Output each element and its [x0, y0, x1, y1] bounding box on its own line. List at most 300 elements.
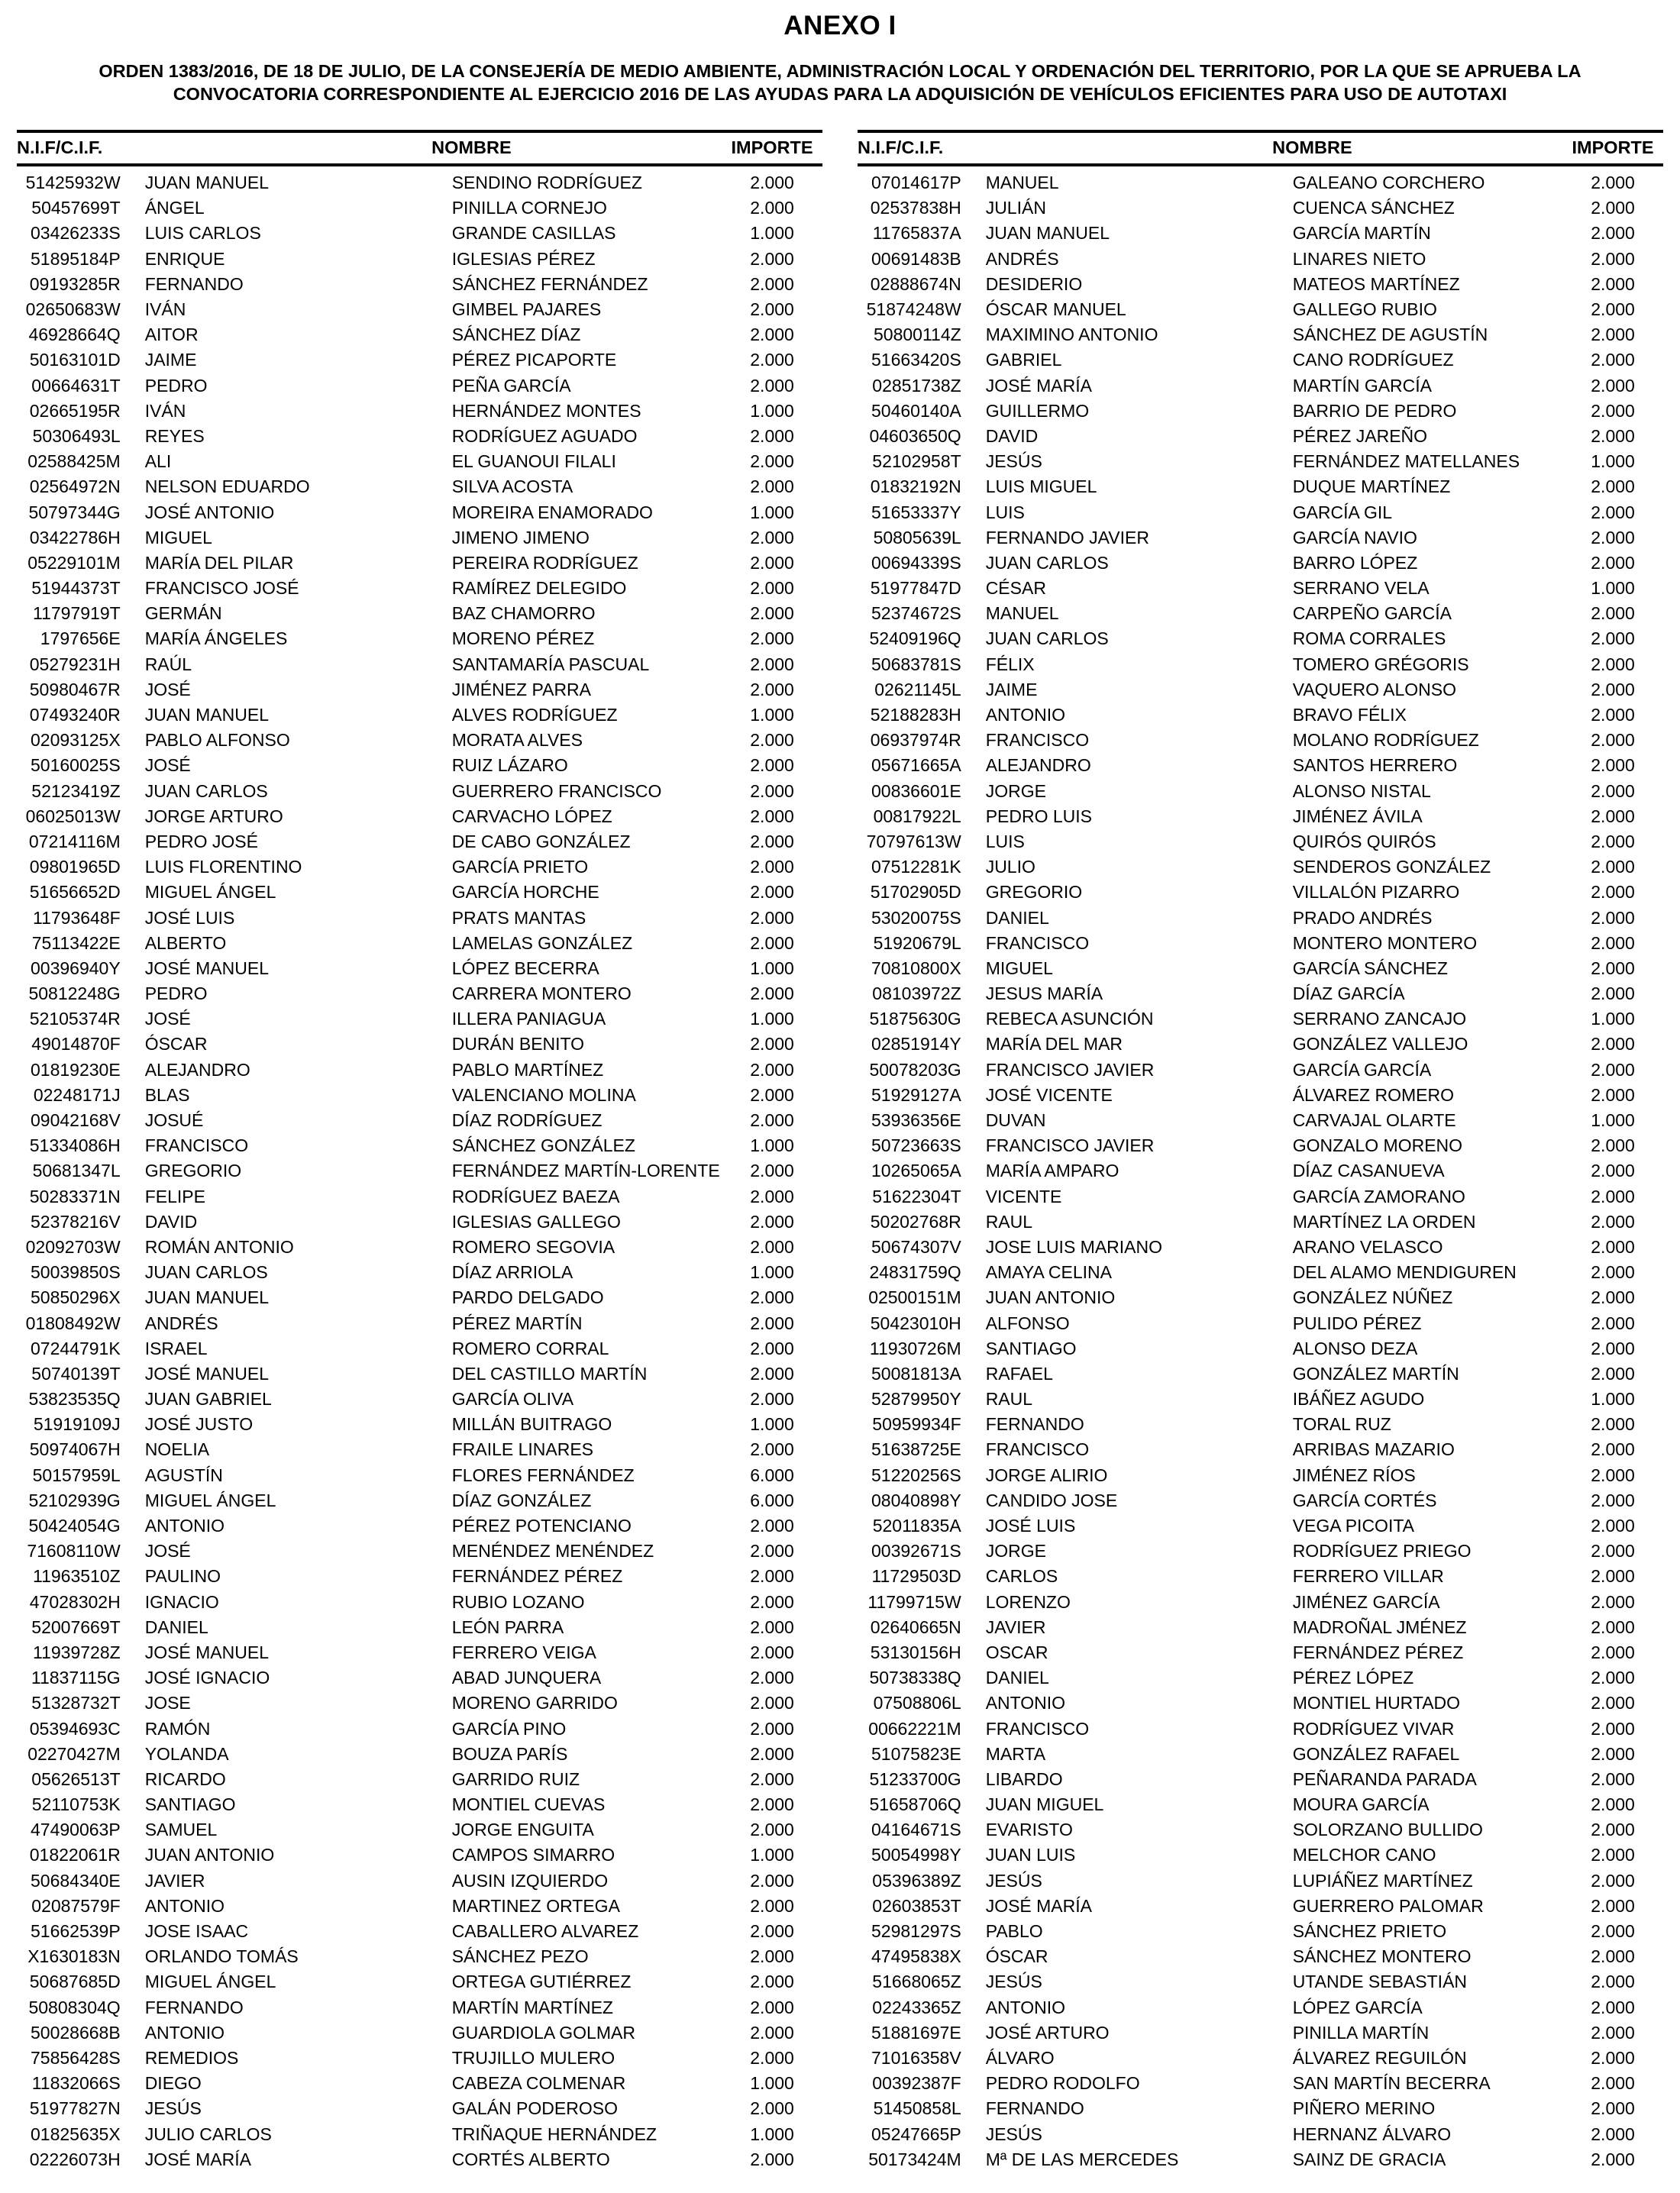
table-row: [858, 981, 1663, 1006]
table-row: [17, 1716, 822, 1741]
surname-cell: GALÁN PODEROSO: [451, 2098, 618, 2119]
given-name-cell: RAFAEL: [985, 1363, 1053, 1384]
table-row: [17, 1767, 822, 1792]
surname-cell: JIMÉNEZ ÁVILA: [1292, 806, 1423, 826]
given-name-cell: BLAS: [144, 1084, 190, 1105]
importe-cell: 2.000: [1591, 1616, 1635, 1637]
surname-cell: MORATA ALVES: [451, 730, 583, 751]
given-name-cell: IVÁN: [144, 299, 186, 320]
nif-cell: 50081813A: [871, 1363, 961, 1384]
given-name-cell: ANTONIO: [144, 1516, 225, 1536]
nif-cell: 50173424M: [868, 2149, 961, 2169]
table-row: [858, 905, 1663, 930]
given-name-cell: NELSON EDUARDO: [144, 476, 310, 497]
given-name-cell: JUAN ANTONIO: [144, 1845, 275, 1865]
importe-cell: 2.000: [750, 1566, 794, 1587]
table-row: [858, 1133, 1663, 1158]
surname-cell: MONTIEL HURTADO: [1292, 1693, 1461, 1713]
nif-cell: 05626513T: [31, 1768, 121, 1789]
importe-cell: 6.000: [750, 1490, 794, 1510]
given-name-cell: RAMÓN: [144, 1718, 211, 1739]
importe-cell: 2.000: [1591, 730, 1635, 751]
surname-cell: RODRÍGUEZ AGUADO: [451, 425, 638, 446]
given-name-cell: ISRAEL: [144, 1338, 208, 1358]
given-name-cell: ANTONIO: [144, 2022, 225, 2043]
nif-cell: 51622304T: [872, 1186, 961, 1206]
importe-cell: 2.000: [1591, 907, 1635, 928]
nif-cell: 08103972Z: [872, 983, 961, 1004]
given-name-cell: JOSÉ: [144, 1009, 191, 1029]
nif-cell: 52110753K: [31, 1794, 121, 1815]
table-row: [858, 1412, 1663, 1437]
nif-cell: 02888674N: [870, 273, 961, 294]
given-name-cell: GUILLERMO: [985, 400, 1090, 421]
surname-cell: GARCÍA GARCÍA: [1292, 1059, 1432, 1080]
table-row: [17, 1235, 822, 1260]
importe-cell: 2.000: [750, 1338, 794, 1358]
importe-cell: 2.000: [750, 679, 794, 699]
nif-cell: 51919109J: [33, 1414, 121, 1435]
importe-cell: 2.000: [1591, 603, 1635, 624]
surname-cell: GIMBEL PAJARES: [451, 299, 602, 320]
nif-cell: 75856428S: [31, 2047, 121, 2068]
nif-cell: 53130156H: [870, 1642, 961, 1662]
table-row: [17, 1133, 822, 1158]
surname-cell: JIMENO JIMENO: [451, 527, 590, 547]
surname-cell: BARRIO DE PEDRO: [1292, 400, 1457, 421]
importe-cell: 2.000: [1591, 1186, 1635, 1206]
given-name-cell: JOSE: [144, 1693, 191, 1713]
nif-cell: 07214116M: [28, 831, 121, 851]
surname-cell: RODRÍGUEZ VIVAR: [1292, 1718, 1455, 1739]
surname-cell: GONZÁLEZ NÚÑEZ: [1292, 1287, 1453, 1308]
importe-cell: 2.000: [1591, 299, 1635, 320]
importe-cell: 2.000: [1591, 1516, 1635, 1536]
table-row: [17, 576, 822, 601]
nif-cell: 51663420S: [871, 350, 961, 370]
importe-cell: 2.000: [750, 1110, 794, 1131]
surname-cell: PEREIRA RODRÍGUEZ: [451, 552, 638, 573]
nif-cell: 08040898Y: [871, 1490, 961, 1510]
table-row: [17, 399, 822, 424]
surname-cell: MONTIEL CUEVAS: [451, 1794, 606, 1815]
given-name-cell: JUAN MANUEL: [985, 223, 1110, 244]
given-name-cell: PAULINO: [144, 1566, 221, 1587]
table-row: [858, 2020, 1663, 2046]
given-name-cell: IVÁN: [144, 400, 186, 421]
surname-cell: SAN MARTÍN BECERRA: [1292, 2073, 1491, 2094]
surname-cell: CUENCA SÁNCHEZ: [1292, 198, 1455, 218]
given-name-cell: JOSÉ ANTONIO: [144, 502, 275, 522]
nif-cell: 50160025S: [31, 755, 121, 776]
given-name-cell: REBECA ASUNCIÓN: [985, 1009, 1154, 1029]
table-row: [858, 1792, 1663, 1817]
nif-cell: 09801965D: [29, 857, 121, 877]
nif-cell: 05671665A: [871, 755, 961, 776]
table-row: [858, 195, 1663, 221]
table-row: [17, 804, 822, 829]
surname-cell: LÓPEZ GARCÍA: [1292, 1997, 1423, 2017]
table-row: [17, 956, 822, 981]
table-row: [17, 1006, 822, 1032]
given-name-cell: ANTONIO: [985, 1693, 1066, 1713]
importe-cell: 2.000: [750, 425, 794, 446]
table-row: [17, 373, 822, 399]
surname-cell: CARVACHO LÓPEZ: [451, 806, 612, 826]
nif-cell: 11832066S: [31, 2073, 121, 2094]
nif-cell: 51656652D: [29, 882, 121, 903]
table-row: [858, 779, 1663, 804]
given-name-cell: EVARISTO: [985, 1820, 1073, 1840]
given-name-cell: IGNACIO: [144, 1591, 219, 1612]
importe-cell: 2.000: [750, 2149, 794, 2169]
table-row: [17, 1310, 822, 1336]
nif-cell: 01822061R: [29, 1845, 121, 1865]
surname-cell: GARCÍA PINO: [451, 1718, 567, 1739]
nif-cell: 51658706Q: [869, 1794, 961, 1815]
importe-cell: 1.000: [750, 223, 794, 244]
given-name-cell: PABLO: [985, 1921, 1043, 1942]
table-row: [17, 1488, 822, 1513]
importe-cell: 2.000: [1591, 806, 1635, 826]
given-name-cell: SAMUEL: [144, 1820, 218, 1840]
table-row: [858, 804, 1663, 829]
importe-cell: 2.000: [750, 1743, 794, 1764]
header-importe: IMPORTE: [731, 137, 813, 157]
table-row: [17, 297, 822, 322]
surname-cell: ALVES RODRÍGUEZ: [451, 705, 618, 725]
table-row: [17, 1336, 822, 1361]
importe-cell: 2.000: [750, 1946, 794, 1967]
table-row: [17, 1995, 822, 2020]
given-name-cell: MAXIMINO ANTONIO: [985, 325, 1158, 345]
table-row: [858, 1463, 1663, 1488]
importe-cell: 2.000: [1591, 1059, 1635, 1080]
nif-cell: 52011835A: [872, 1516, 961, 1536]
importe-cell: 2.000: [1591, 1338, 1635, 1358]
table-row: [858, 1513, 1663, 1539]
given-name-cell: RICARDO: [144, 1768, 226, 1789]
surname-cell: MILLÁN BUITRAGO: [451, 1414, 612, 1435]
tables-container: [17, 130, 1663, 2172]
given-name-cell: FRANCISCO JAVIER: [985, 1059, 1155, 1080]
table-row: [858, 1285, 1663, 1310]
importe-cell: 2.000: [750, 578, 794, 599]
surname-cell: PÉREZ JAREÑO: [1292, 425, 1428, 446]
importe-cell: 1.000: [1591, 578, 1635, 599]
nif-cell: 03426233S: [31, 223, 121, 244]
given-name-cell: FELIPE: [144, 1186, 205, 1206]
table-row: [858, 829, 1663, 854]
surname-cell: PRADO ANDRÉS: [1292, 907, 1433, 928]
surname-cell: CARVAJAL OLARTE: [1292, 1110, 1456, 1131]
surname-cell: PÉREZ MARTÍN: [451, 1313, 583, 1333]
surname-cell: ABAD JUNQUERA: [451, 1668, 602, 1688]
importe-cell: 2.000: [750, 1186, 794, 1206]
surname-cell: GARCÍA NAVIO: [1292, 527, 1417, 547]
surname-cell: BARRO LÓPEZ: [1292, 552, 1418, 573]
importe-cell: 2.000: [750, 1591, 794, 1612]
importe-cell: 2.000: [750, 2022, 794, 2043]
importe-cell: 2.000: [750, 1236, 794, 1257]
table-row: [17, 1742, 822, 1767]
importe-cell: 1.000: [750, 1845, 794, 1865]
importe-cell: 2.000: [750, 1161, 794, 1181]
nif-cell: 07244791K: [31, 1338, 121, 1358]
given-name-cell: JULIO: [985, 857, 1035, 877]
nif-cell: 00392387F: [872, 2073, 961, 2094]
table-row: [17, 753, 822, 778]
importe-cell: 2.000: [1591, 780, 1635, 801]
importe-cell: 2.000: [750, 983, 794, 1004]
table-row: [17, 195, 822, 221]
importe-cell: 2.000: [750, 1820, 794, 1840]
surname-cell: GARCÍA OLIVA: [451, 1389, 574, 1410]
table-row: [17, 1058, 822, 1083]
given-name-cell: JOSUÉ: [144, 1110, 204, 1131]
importe-cell: 2.000: [1591, 400, 1635, 421]
surname-cell: PULIDO PÉREZ: [1292, 1313, 1422, 1333]
table-row: [17, 2046, 822, 2071]
importe-cell: 2.000: [750, 273, 794, 294]
table-row: [17, 1361, 822, 1387]
given-name-cell: JUAN CARLOS: [144, 780, 268, 801]
importe-cell: 1.000: [750, 400, 794, 421]
surname-cell: FLORES FERNÁNDEZ: [451, 1465, 635, 1485]
table-row: [17, 1640, 822, 1665]
importe-cell: 2.000: [1591, 2047, 1635, 2068]
importe-cell: 2.000: [750, 1895, 794, 1916]
table-row: [858, 1235, 1663, 1260]
nif-cell: 52105374R: [29, 1009, 121, 1029]
nif-cell: 11797919T: [33, 603, 121, 624]
given-name-cell: JAIME: [985, 679, 1038, 699]
table-row: [17, 652, 822, 677]
nif-cell: 51929127A: [871, 1084, 961, 1105]
surname-cell: GARCÍA CORTÉS: [1292, 1490, 1437, 1510]
surname-cell: FERNÁNDEZ MARTÍN-LORENTE: [451, 1161, 720, 1181]
surname-cell: MOURA GARCÍA: [1292, 1794, 1430, 1815]
nif-cell: 51895184P: [31, 248, 121, 269]
given-name-cell: FÉLIX: [985, 654, 1035, 674]
table-row: [858, 1488, 1663, 1513]
table-row: [858, 272, 1663, 297]
nif-cell: 50738338Q: [869, 1668, 961, 1688]
table-row: [17, 525, 822, 551]
importe-cell: 2.000: [1591, 1820, 1635, 1840]
importe-cell: 2.000: [1591, 273, 1635, 294]
given-name-cell: MARTA: [985, 1743, 1046, 1764]
surname-cell: ROMERO CORRAL: [451, 1338, 609, 1358]
table-row: [17, 1691, 822, 1716]
given-name-cell: JORGE ALIRIO: [985, 1465, 1108, 1485]
importe-cell: 1.000: [1591, 1389, 1635, 1410]
given-name-cell: LUIS CARLOS: [144, 223, 261, 244]
nif-cell: 11963510Z: [33, 1566, 121, 1587]
table-row: [858, 931, 1663, 956]
table-row: [858, 1868, 1663, 1894]
importe-cell: 2.000: [750, 375, 794, 396]
table-row: [17, 1285, 822, 1310]
given-name-cell: DUVAN: [985, 1110, 1046, 1131]
given-name-cell: ENRIQUE: [144, 248, 225, 269]
surname-cell: QUIRÓS QUIRÓS: [1292, 831, 1436, 851]
importe-cell: 2.000: [750, 1693, 794, 1713]
surname-cell: MARTÍNEZ LA ORDEN: [1292, 1211, 1476, 1232]
surname-cell: LÓPEZ BECERRA: [451, 958, 599, 978]
given-name-cell: REMEDIOS: [144, 2047, 239, 2068]
surname-cell: PARDO DELGADO: [451, 1287, 604, 1308]
importe-cell: 2.000: [1591, 476, 1635, 497]
importe-cell: 2.000: [750, 1034, 794, 1055]
table-row: [858, 551, 1663, 576]
nif-cell: 50163101D: [29, 350, 121, 370]
given-name-cell: ANTONIO: [144, 1895, 225, 1916]
given-name-cell: FERNANDO: [985, 2098, 1084, 2119]
surname-cell: DÍAZ CASANUEVA: [1292, 1161, 1445, 1181]
given-name-cell: JOSÉ ARTURO: [985, 2022, 1110, 2043]
surname-cell: DE CABO GONZÁLEZ: [451, 831, 631, 851]
nif-cell: 02851738Z: [872, 375, 961, 396]
nif-cell: 02621145L: [874, 679, 961, 699]
surname-cell: ÁLVAREZ REGUILÓN: [1292, 2047, 1467, 2068]
surname-cell: PINILLA CORNEJO: [451, 198, 607, 218]
given-name-cell: JORGE ARTURO: [144, 806, 283, 826]
given-name-cell: JOSÉ MARÍA: [985, 375, 1092, 396]
nif-cell: 50157959L: [32, 1465, 121, 1485]
table-row: [17, 626, 822, 651]
nif-cell: 05279231H: [29, 654, 121, 674]
surname-cell: GUERRERO PALOMAR: [1292, 1895, 1484, 1916]
surname-cell: GARCÍA HORCHE: [451, 882, 599, 903]
importe-cell: 2.000: [1591, 1946, 1635, 1967]
nif-cell: 51920679L: [873, 932, 961, 953]
surname-cell: LEÓN PARRA: [451, 1616, 564, 1637]
table-header: [17, 130, 822, 166]
nif-cell: 50980467R: [29, 679, 121, 699]
table-row: [17, 779, 822, 804]
table-row: [858, 449, 1663, 474]
importe-cell: 2.000: [1591, 552, 1635, 573]
surname-cell: MONTERO MONTERO: [1292, 932, 1478, 953]
given-name-cell: ALBERTO: [144, 932, 227, 953]
surname-cell: JIMÉNEZ PARRA: [451, 679, 592, 699]
table-row: [17, 322, 822, 347]
given-name-cell: JUAN MANUEL: [144, 1287, 269, 1308]
given-name-cell: JESÚS: [985, 2124, 1042, 2144]
importe-cell: 2.000: [750, 1059, 794, 1080]
table-row: [858, 1665, 1663, 1691]
surname-cell: DUQUE MARTÍNEZ: [1292, 476, 1451, 497]
nif-cell: 70797613W: [866, 831, 961, 851]
surname-cell: SÁNCHEZ FERNÁNDEZ: [451, 273, 648, 294]
given-name-cell: DANIEL: [144, 1616, 208, 1637]
importe-cell: 2.000: [1591, 882, 1635, 903]
nif-cell: 53823535Q: [28, 1389, 121, 1410]
nif-cell: 03422786H: [29, 527, 121, 547]
given-name-cell: CANDIDO JOSE: [985, 1490, 1118, 1510]
table-row: [17, 449, 822, 474]
surname-cell: FERRERO VEIGA: [451, 1642, 596, 1662]
nif-cell: 51638725E: [871, 1439, 961, 1460]
table-row: [858, 322, 1663, 347]
nif-cell: 52102958T: [872, 451, 961, 472]
nif-cell: 00392671S: [871, 1541, 961, 1562]
surname-cell: MELCHOR CANO: [1292, 1845, 1436, 1865]
header-importe: IMPORTE: [1572, 137, 1654, 157]
table-row: [858, 1894, 1663, 1919]
surname-cell: MORENO GARRIDO: [451, 1693, 618, 1713]
importe-cell: 2.000: [1591, 705, 1635, 725]
importe-cell: 2.000: [1591, 2073, 1635, 2094]
importe-cell: 2.000: [1591, 1845, 1635, 1865]
importe-cell: 2.000: [1591, 1313, 1635, 1333]
nif-cell: X1630183N: [27, 1946, 121, 1967]
importe-cell: 2.000: [750, 1794, 794, 1815]
given-name-cell: ÓSCAR: [144, 1034, 208, 1055]
nif-cell: 05247665P: [871, 2124, 961, 2144]
header-nif: N.I.F/C.I.F.: [858, 137, 944, 157]
importe-cell: 2.000: [750, 198, 794, 218]
importe-cell: 2.000: [1591, 1768, 1635, 1789]
given-name-cell: JESÚS: [985, 1870, 1042, 1891]
surname-cell: FERRERO VILLAR: [1292, 1566, 1444, 1587]
nif-cell: 52007669T: [31, 1616, 121, 1637]
table-row: [17, 1463, 822, 1488]
importe-cell: 2.000: [750, 1313, 794, 1333]
nif-cell: 53020075S: [871, 907, 961, 928]
importe-cell: 2.000: [1591, 2098, 1635, 2119]
table-row: [858, 1590, 1663, 1615]
table-row: [17, 1868, 822, 1894]
table-row: [858, 373, 1663, 399]
surname-cell: ARANO VELASCO: [1292, 1236, 1443, 1257]
given-name-cell: FRANCISCO JAVIER: [985, 1135, 1155, 1156]
given-name-cell: MARÍA DEL MAR: [985, 1034, 1123, 1055]
given-name-cell: MIGUEL: [985, 958, 1053, 978]
table-row: [17, 1615, 822, 1640]
beneficiaries-table-left: [17, 130, 822, 2172]
table-row: [858, 677, 1663, 702]
nif-cell: 50683781S: [871, 654, 961, 674]
importe-cell: 2.000: [1591, 1211, 1635, 1232]
nif-cell: 47490063P: [31, 1820, 121, 1840]
table-body: [858, 166, 1663, 2172]
nif-cell: 06937974R: [870, 730, 961, 751]
importe-cell: 2.000: [1591, 1161, 1635, 1181]
nif-cell: 52102939G: [28, 1490, 121, 1510]
nif-cell: 50723663S: [871, 1135, 961, 1156]
table-row: [858, 880, 1663, 905]
table-row: [858, 1210, 1663, 1235]
table-row: [17, 1513, 822, 1539]
table-row: [17, 1210, 822, 1235]
surname-cell: GARCÍA GIL: [1292, 502, 1393, 522]
surname-cell: TORAL RUZ: [1292, 1414, 1391, 1435]
nif-cell: 00836601E: [871, 780, 961, 801]
importe-cell: 2.000: [1591, 1693, 1635, 1713]
nif-cell: 51450858L: [873, 2098, 961, 2119]
nif-cell: 51220256S: [871, 1465, 961, 1485]
given-name-cell: JOSÉ: [144, 755, 191, 776]
given-name-cell: PEDRO LUIS: [985, 806, 1093, 826]
nif-cell: 51977847D: [870, 578, 961, 599]
importe-cell: 2.000: [1591, 2022, 1635, 2043]
table-row: [17, 1792, 822, 1817]
given-name-cell: Mª DE LAS MERCEDES: [985, 2149, 1179, 2169]
nif-cell: 50306493L: [32, 425, 121, 446]
table-row: [17, 1564, 822, 1589]
